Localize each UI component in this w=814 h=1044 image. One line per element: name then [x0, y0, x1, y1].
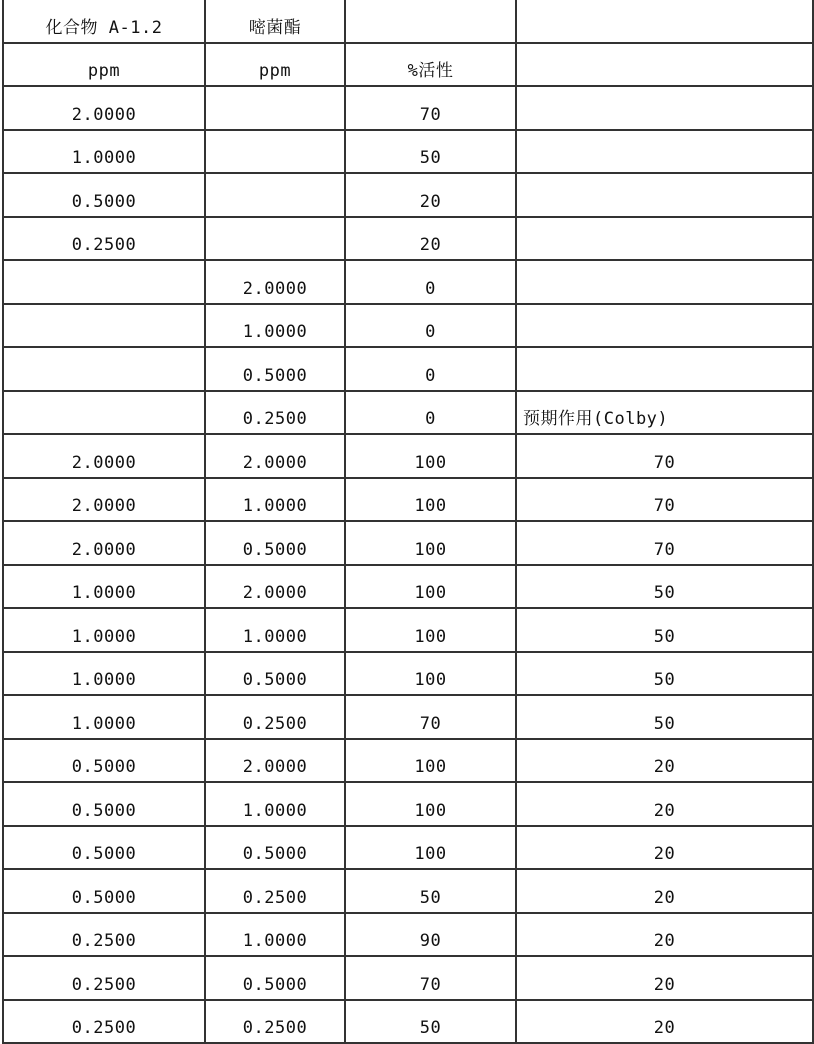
cell-azoxystrobin-ppm [205, 130, 345, 174]
cell-activity-percent: 20 [345, 217, 516, 261]
cell-expected-colby [516, 217, 813, 261]
cell-azoxystrobin-ppm: 1.0000 [205, 782, 345, 826]
cell-compound-a-ppm: 0.5000 [3, 173, 205, 217]
cell-azoxystrobin-ppm: 0.5000 [205, 652, 345, 696]
cell-activity-percent: 0 [345, 260, 516, 304]
cell-azoxystrobin-ppm: 0.2500 [205, 391, 345, 435]
cell-azoxystrobin-ppm: 0.2500 [205, 1000, 345, 1044]
cell-compound-a-ppm: 0.2500 [3, 1000, 205, 1044]
table-row [3, 739, 813, 783]
cell-azoxystrobin-ppm [205, 217, 345, 261]
unit-col1: ppm [3, 43, 205, 87]
cell-compound-a-ppm: 1.0000 [3, 652, 205, 696]
table-row [3, 695, 813, 739]
cell-azoxystrobin-ppm: 2.0000 [205, 260, 345, 304]
cell-compound-a-ppm: 0.2500 [3, 217, 205, 261]
cell-compound-a-ppm: 1.0000 [3, 695, 205, 739]
cell-activity-percent: 0 [345, 304, 516, 348]
table-row [3, 347, 813, 391]
cell-azoxystrobin-ppm: 1.0000 [205, 304, 345, 348]
header-compound-a: 化合物 A-1.2 [3, 0, 205, 43]
table-row [3, 782, 813, 826]
table-row [3, 1000, 813, 1044]
cell-compound-a-ppm [3, 260, 205, 304]
cell-azoxystrobin-ppm: 0.2500 [205, 695, 345, 739]
cell-activity-percent: 20 [345, 173, 516, 217]
cell-expected-colby: 20 [516, 826, 813, 870]
cell-azoxystrobin-ppm [205, 173, 345, 217]
cell-activity-percent: 100 [345, 434, 516, 478]
cell-azoxystrobin-ppm: 1.0000 [205, 478, 345, 522]
cell-azoxystrobin-ppm: 0.5000 [205, 521, 345, 565]
table-row [3, 826, 813, 870]
cell-expected-colby: 50 [516, 608, 813, 652]
cell-expected-colby: 20 [516, 956, 813, 1000]
cell-expected-colby: 50 [516, 565, 813, 609]
header-col4 [516, 0, 813, 43]
cell-compound-a-ppm: 0.5000 [3, 739, 205, 783]
table-row [3, 173, 813, 217]
cell-compound-a-ppm: 1.0000 [3, 130, 205, 174]
cell-expected-colby: 20 [516, 739, 813, 783]
table-row [3, 913, 813, 957]
cell-expected-colby: 70 [516, 478, 813, 522]
header-azoxystrobin: 嘧菌酯 [205, 0, 345, 43]
table-row [3, 652, 813, 696]
cell-activity-percent: 50 [345, 869, 516, 913]
cell-expected-colby [516, 304, 813, 348]
cell-compound-a-ppm: 0.5000 [3, 826, 205, 870]
cell-azoxystrobin-ppm: 1.0000 [205, 608, 345, 652]
cell-azoxystrobin-ppm: 0.2500 [205, 869, 345, 913]
unit-activity: %活性 [345, 43, 516, 87]
cell-activity-percent: 100 [345, 521, 516, 565]
table-row [3, 478, 813, 522]
cell-activity-percent: 100 [345, 782, 516, 826]
table-row [3, 956, 813, 1000]
table-row [3, 260, 813, 304]
cell-activity-percent: 100 [345, 739, 516, 783]
table-row [3, 608, 813, 652]
cell-activity-percent: 100 [345, 826, 516, 870]
cell-activity-percent: 90 [345, 913, 516, 957]
cell-expected-colby: 20 [516, 869, 813, 913]
cell-compound-a-ppm: 2.0000 [3, 434, 205, 478]
table-row [3, 521, 813, 565]
cell-compound-a-ppm: 0.5000 [3, 782, 205, 826]
cell-activity-percent: 70 [345, 956, 516, 1000]
cell-compound-a-ppm: 1.0000 [3, 608, 205, 652]
cell-compound-a-ppm: 2.0000 [3, 478, 205, 522]
cell-azoxystrobin-ppm: 2.0000 [205, 434, 345, 478]
table-row [3, 217, 813, 261]
table-row [3, 86, 813, 130]
unit-col4 [516, 43, 813, 87]
cell-expected-colby [516, 130, 813, 174]
cell-azoxystrobin-ppm: 0.5000 [205, 347, 345, 391]
cell-azoxystrobin-ppm [205, 86, 345, 130]
cell-expected-colby [516, 86, 813, 130]
activity-table [2, 0, 814, 1044]
cell-expected-colby: 20 [516, 913, 813, 957]
cell-activity-percent: 0 [345, 347, 516, 391]
cell-azoxystrobin-ppm: 0.5000 [205, 826, 345, 870]
cell-compound-a-ppm: 1.0000 [3, 565, 205, 609]
cell-expected-colby: 预期作用(Colby) [516, 391, 813, 435]
cell-expected-colby: 20 [516, 1000, 813, 1044]
cell-compound-a-ppm [3, 347, 205, 391]
cell-activity-percent: 50 [345, 1000, 516, 1044]
cell-activity-percent: 0 [345, 391, 516, 435]
cell-expected-colby: 20 [516, 782, 813, 826]
cell-activity-percent: 100 [345, 478, 516, 522]
table-row [3, 391, 813, 435]
cell-azoxystrobin-ppm: 2.0000 [205, 739, 345, 783]
cell-activity-percent: 100 [345, 652, 516, 696]
cell-activity-percent: 50 [345, 130, 516, 174]
cell-expected-colby [516, 260, 813, 304]
cell-expected-colby: 50 [516, 695, 813, 739]
cell-activity-percent: 100 [345, 565, 516, 609]
header-row [3, 0, 813, 43]
table-row [3, 130, 813, 174]
cell-compound-a-ppm [3, 304, 205, 348]
cell-activity-percent: 70 [345, 86, 516, 130]
cell-expected-colby: 70 [516, 521, 813, 565]
header-col3 [345, 0, 516, 43]
cell-expected-colby: 70 [516, 434, 813, 478]
cell-activity-percent: 100 [345, 608, 516, 652]
cell-compound-a-ppm: 0.2500 [3, 956, 205, 1000]
cell-expected-colby: 50 [516, 652, 813, 696]
table-row [3, 304, 813, 348]
table-row [3, 434, 813, 478]
cell-compound-a-ppm: 0.5000 [3, 869, 205, 913]
cell-compound-a-ppm: 0.2500 [3, 913, 205, 957]
cell-activity-percent: 70 [345, 695, 516, 739]
table-row [3, 565, 813, 609]
cell-azoxystrobin-ppm: 0.5000 [205, 956, 345, 1000]
cell-expected-colby [516, 347, 813, 391]
cell-compound-a-ppm: 2.0000 [3, 521, 205, 565]
unit-col2: ppm [205, 43, 345, 87]
units-row [3, 43, 813, 87]
cell-compound-a-ppm: 2.0000 [3, 86, 205, 130]
cell-expected-colby [516, 173, 813, 217]
table-row [3, 869, 813, 913]
cell-azoxystrobin-ppm: 2.0000 [205, 565, 345, 609]
cell-compound-a-ppm [3, 391, 205, 435]
cell-azoxystrobin-ppm: 1.0000 [205, 913, 345, 957]
